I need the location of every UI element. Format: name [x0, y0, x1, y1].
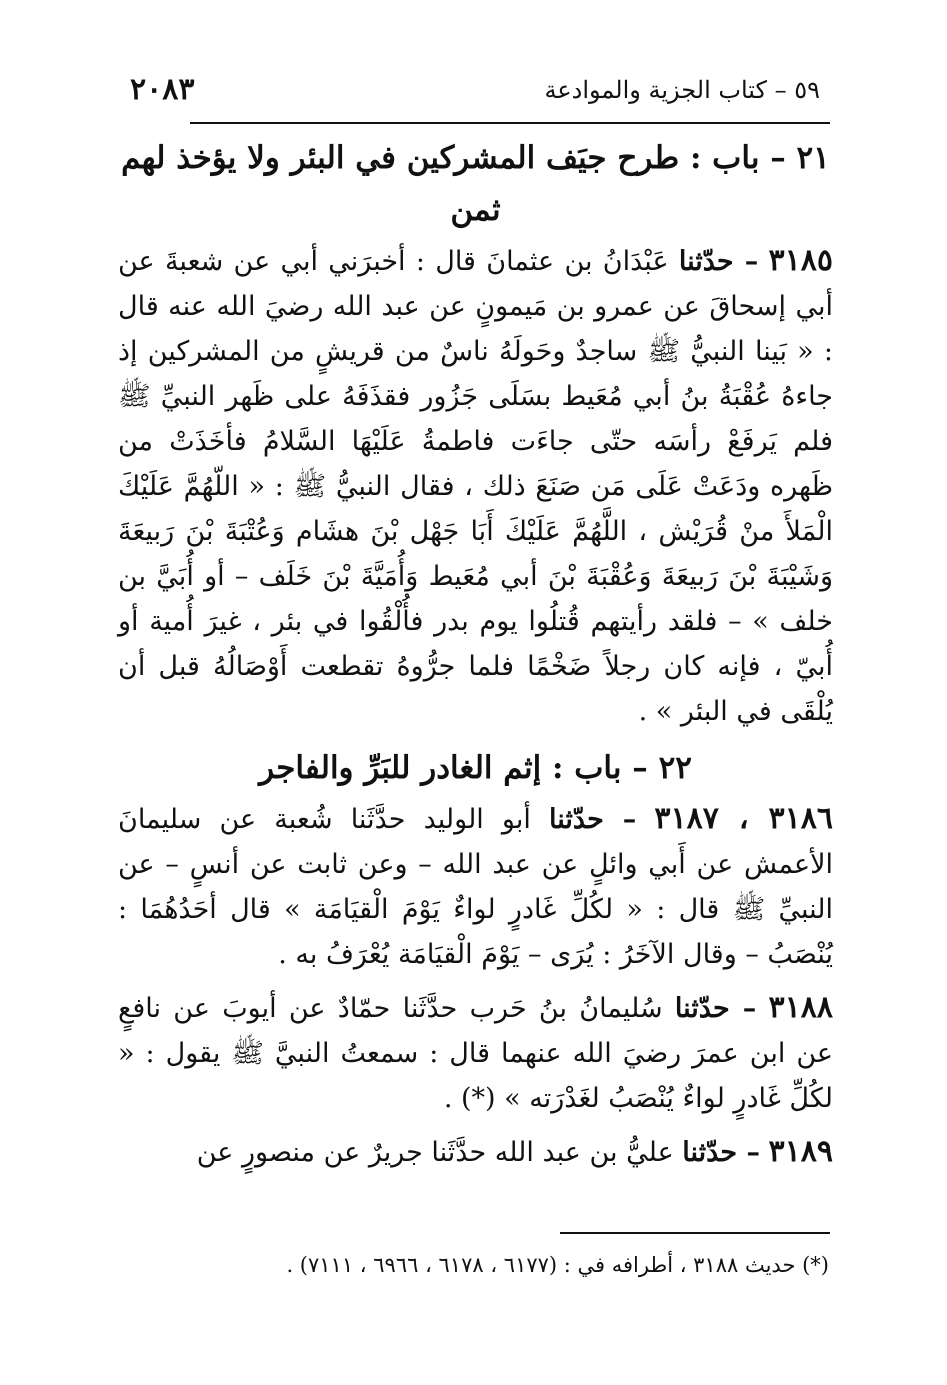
- hadith-number: ٣١٨٨: [768, 990, 833, 1025]
- header-rule: [190, 122, 830, 124]
- hadith-3186-3187: ٣١٨٦ ، ٣١٨٧ – حدّثنا أبو الوليد حدَّثَنا شُعبة عن سليمانَ الأعمش عن أَبي وائلٍ عن عبد الله – وعن ثابت عن أنسٍ – عن النبيِّ ﷺ قال : « لكُلِّ غَادرٍ لواءٌ يَوْمَ الْقيَامَة » قال أحَدُهُمَا : يُنْصَبُ – وقال الآخَرُ : يُرَى – يَوْمَ الْقيَامَة يُعْرَفُ به .: [118, 801, 833, 970]
- chapter-title-22: ٢٢ – باب : إثم الغادر للبَرِّ والفاجر: [259, 750, 692, 786]
- hadith-text: عَبْدَانُ بن عثمانَ قال : أخبرَني أبي عن شعبةَ عن أبي إسحاقَ عن عمرو بن مَيمونٍ عن عبد الله رضيَ الله عنه قال : « بَينا النبيُّ ﷺ ساجدٌ وحَولَهُ ناسٌ من قريشٍ من المشركين إذ جاءهُ عُقْبَةُ بنُ أبي مُعَيط بسَلَى جَزُور فقذَفَهُ على ظَهر النبيِّ ﷺ فلم يَرفَعْ رأسَه حتّى جاءَت فاطمةُ عَلَيْهَا السَّلامُ فأخَذَتْ من ظَهره ودَعَتْ عَلَى مَن صَنَعَ ذلك ، فقال النبيُّ ﷺ : « اللّهُمَّ عَلَيْكَ الْمَلأَ منْ قُرَيْش ، اللَّهُمَّ عَلَيْكَ أَبَا جَهْل بْنَ هشَام وَعُتْبَةَ بْنَ رَبيعَةَ وَشَيْبَةَ بْنَ رَبيعَةَ وَعُقْبَةَ بْنَ أبي مُعَيط وَأُمَيَّةَ بْنَ خَلَف – أو أُبَيَّ بن خلف » – فلقد رأيتهم قُتلُوا يوم بدر فأُلْقُوا في بئر ، غيرَ أُمية أو أُبيّ ، فإنه كان رجلاً ضَخْمًا فلما جرُّوهُ تقطعت أَوْصَالُهُ قبل أن يُلْقَى في البئر » .: [118, 246, 833, 727]
- hadith-text: عليُّ بن عبد الله حدَّثَنا جريرٌ عن منصورٍ عن: [196, 1137, 674, 1168]
- page-header: [130, 68, 820, 108]
- page-content: [118, 132, 833, 1183]
- hadith-opening: حدّثنا: [549, 804, 604, 835]
- hadith-text: سُليمانُ بنُ حَرب حدَّثَنا حمّادٌ عن أيوبَ عن نافعٍ عن ابن عمرَ رضيَ الله عنهما قال : سمعتُ النبيَّ ﷺ يقول : « لكُلِّ غَادرٍ لواءٌ يُنْصَبُ لغَدْرَته » (*) .: [118, 993, 833, 1114]
- footnote-rule: [560, 1232, 830, 1234]
- hadith-number: ٣١٨٩: [768, 1134, 833, 1169]
- chapter-title-21: ٢١ – باب : طرح جيَف المشركين في البئر ولا يؤخذ لهم ثمن: [121, 140, 830, 228]
- page-number: ٢٠٨٣: [130, 72, 195, 107]
- hadith-3189: ٣١٨٩ – حدّثنا عليُّ بن عبد الله حدَّثَنا جريرٌ عن منصورٍ عن: [196, 1134, 833, 1169]
- hadith-3188: ٣١٨٨ – حدّثنا سُليمانُ بنُ حَرب حدَّثَنا حمّادٌ عن أيوبَ عن نافعٍ عن ابن عمرَ رضيَ الله عنهما قال : سمعتُ النبيَّ ﷺ يقول : « لكُلِّ غَادرٍ لواءٌ يُنْصَبُ لغَدْرَته » (*) .: [118, 990, 833, 1114]
- hadith-number: ٣١٨٥: [768, 243, 833, 278]
- hadith-opening: حدّثنا: [682, 1137, 738, 1168]
- hadith-3185: ٣١٨٥ – حدّثنا عَبْدَانُ بن عثمانَ قال : أخبرَني أبي عن شعبةَ عن أبي إسحاقَ عن عمرو بن مَيمونٍ عن عبد الله رضيَ الله عنه قال : « بَينا النبيُّ ﷺ ساجدٌ وحَولَهُ ناسٌ من قريشٍ من المشركين إذ جاءهُ عُقْبَةُ بنُ أبي مُعَيط بسَلَى جَزُور فقذَفَهُ على ظَهر النبيِّ ﷺ فلم يَرفَعْ رأسَه حتّى جاءَت فاطمةُ عَلَيْهَا السَّلامُ فأخَذَتْ من ظَهره ودَعَتْ عَلَى مَن صَنَعَ ذلك ، فقال النبيُّ ﷺ : « اللّهُمَّ عَلَيْكَ الْمَلأَ منْ قُرَيْش ، اللَّهُمَّ عَلَيْكَ أَبَا جَهْل بْنَ هشَام وَعُتْبَةَ بْنَ رَبيعَةَ وَشَيْبَةَ بْنَ رَبيعَةَ وَعُقْبَةَ بْنَ أبي مُعَيط وَأُمَيَّةَ بْنَ خَلَف – أو أُبَيَّ بن خلف » – فلقد رأيتهم قُتلُوا يوم بدر فأُلْقُوا في بئر ، غيرَ أُمية أو أُبيّ ، فإنه كان رجلاً ضَخْمًا فلما جرُّوهُ تقطعت أَوْصَالُهُ قبل أن يُلْقَى في البئر » .: [118, 243, 833, 727]
- hadith-opening: حدّثنا: [678, 246, 734, 277]
- footnote: (*) حديث ٣١٨٨ ، أطرافه في : (٦١٧٧ ، ٦١٧٨ ، ٦٩٦٦ ، ٧١١١) .: [286, 1253, 829, 1277]
- hadith-opening: حدّثنا: [674, 993, 730, 1024]
- running-title: ٥٩ – كتاب الجزية والموادعة: [544, 76, 820, 104]
- hadith-number: ٣١٨٦ ، ٣١٨٧: [654, 801, 833, 836]
- hadith-text: أبو الوليد حدَّثَنا شُعبة عن سليمانَ الأعمش عن أَبي وائلٍ عن عبد الله – وعن ثابت عن أنسٍ – عن النبيِّ ﷺ قال : « لكُلِّ غَادرٍ لواءٌ يَوْمَ الْقيَامَة » قال أحَدُهُمَا : يُنْصَبُ – وقال الآخَرُ : يُرَى – يَوْمَ الْقيَامَة يُعْرَفُ به .: [118, 804, 833, 970]
